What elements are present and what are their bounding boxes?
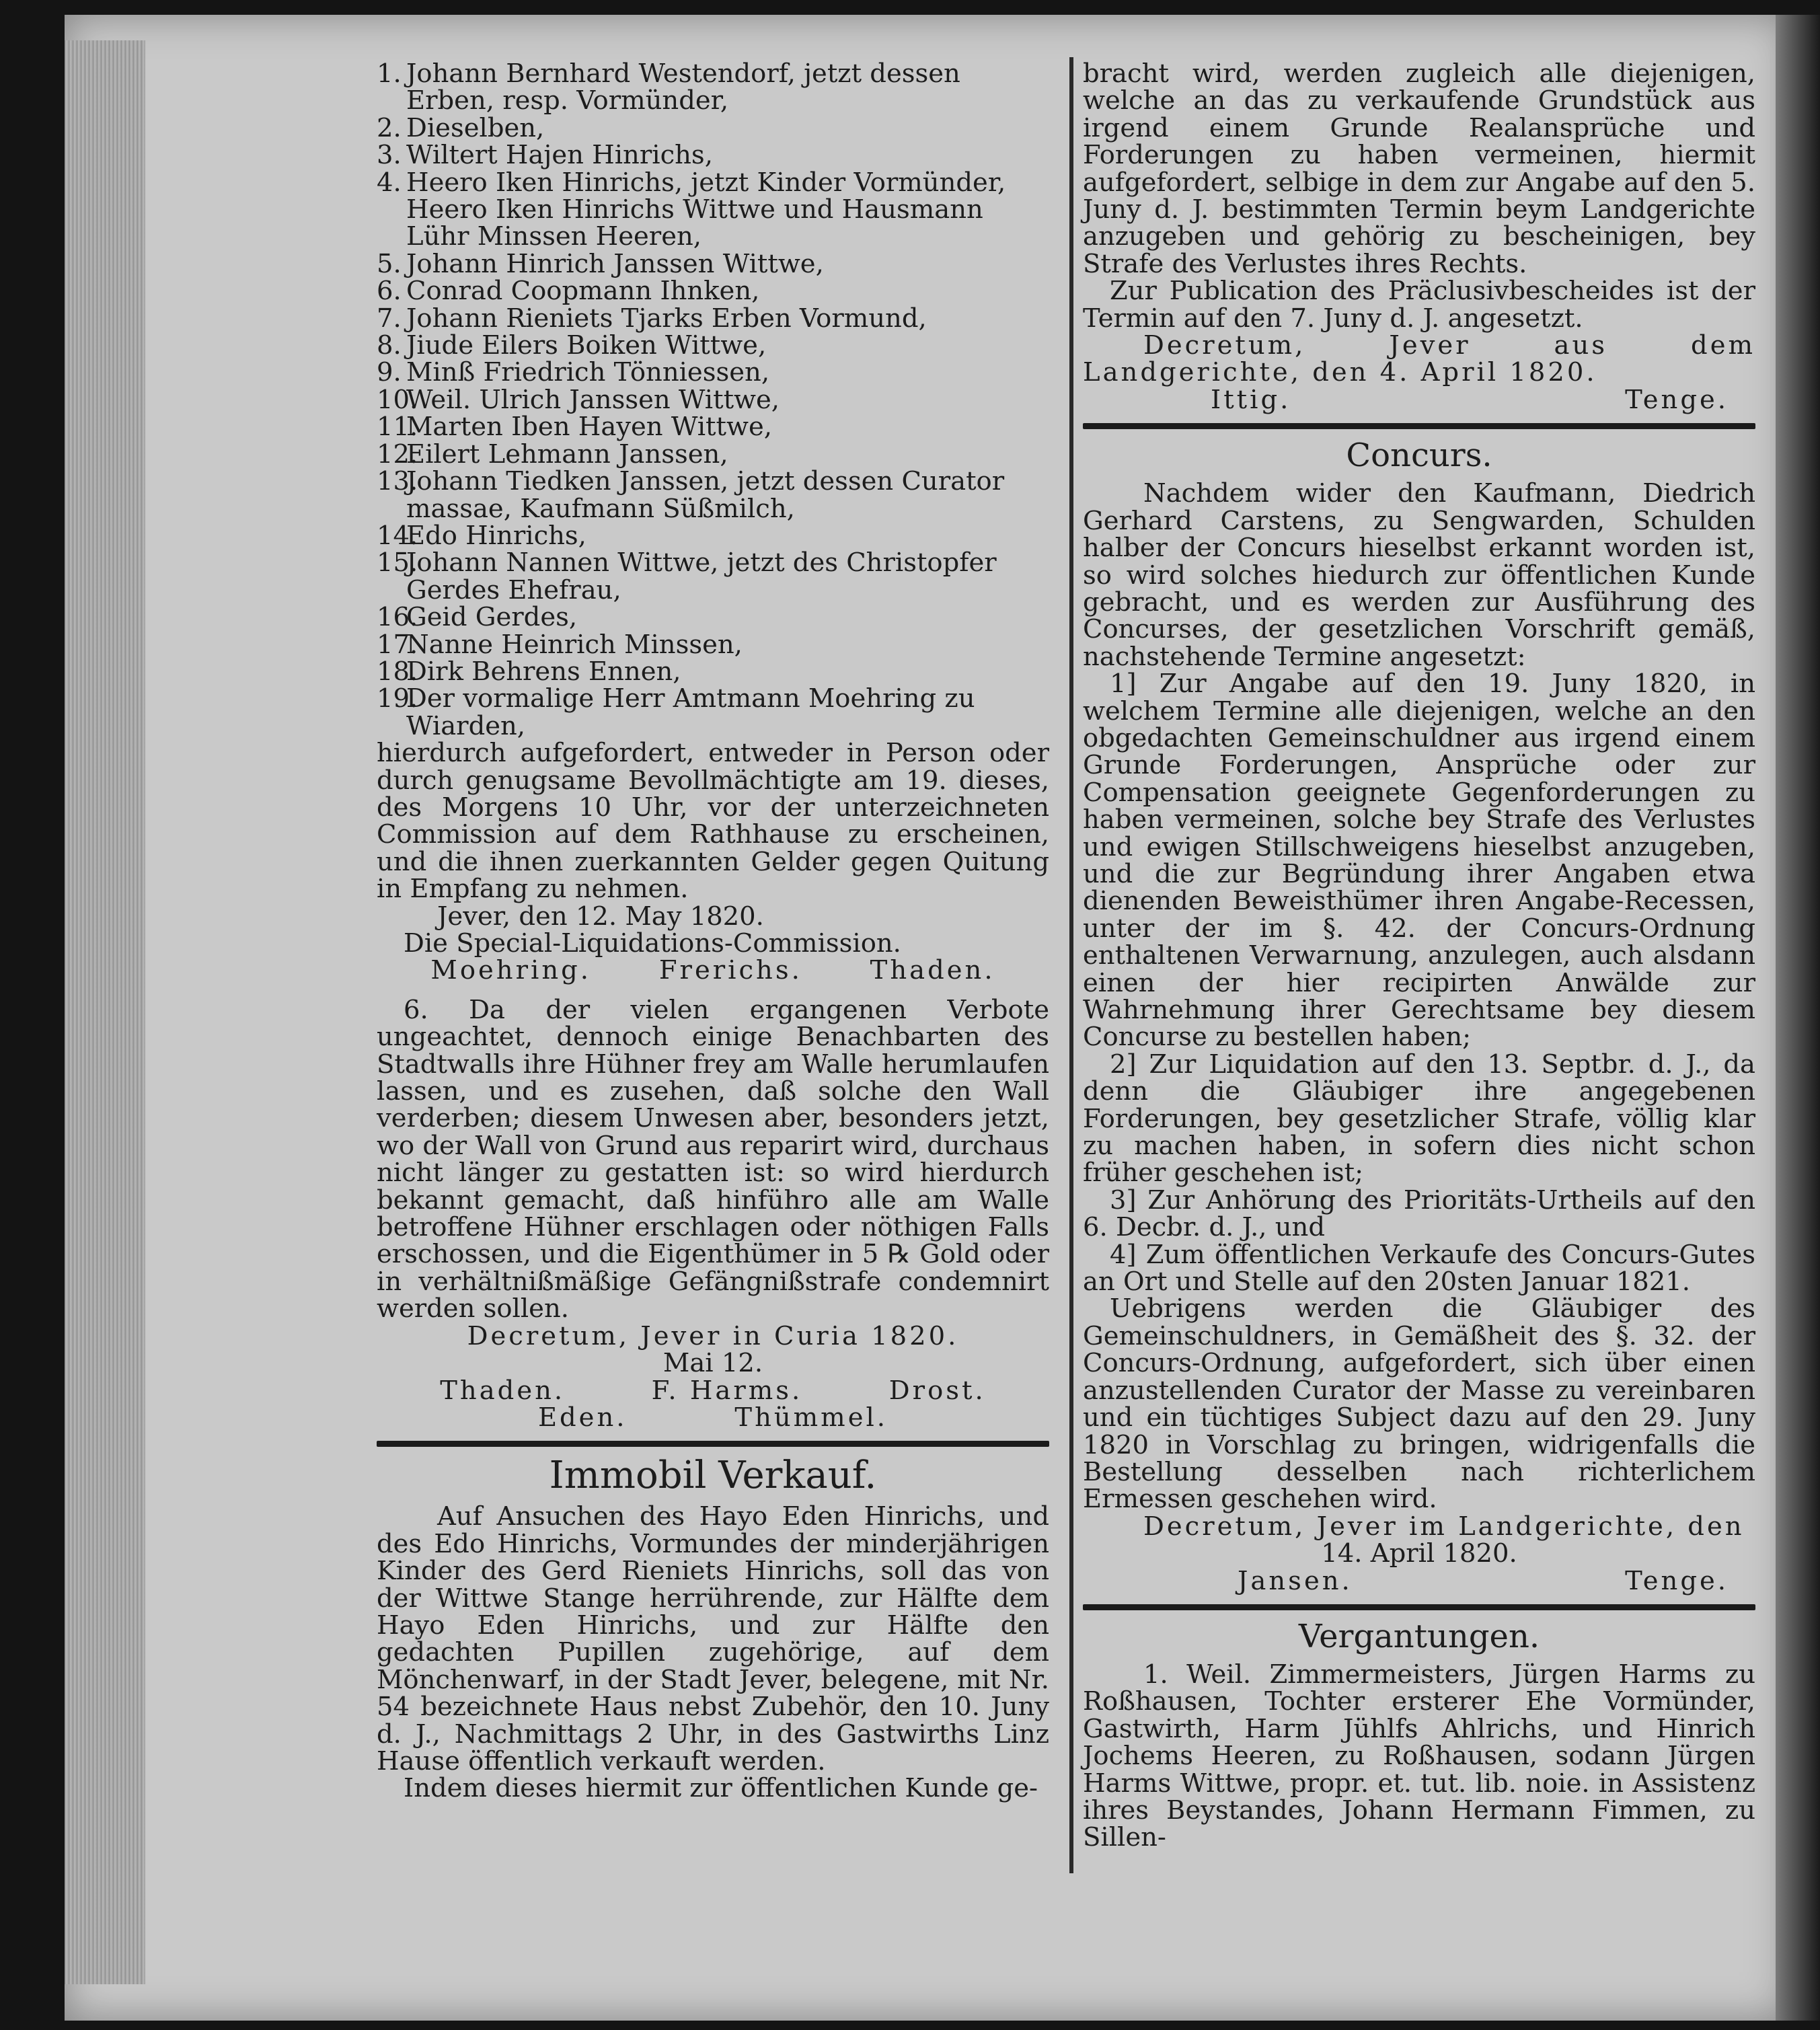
list-item: 8. Jiude Eilers Boiken Wittwe, [377, 330, 767, 361]
list-item: 14.Edo Hinrichs, [377, 520, 586, 551]
list-item: 17.Nanne Heinrich Minssen, [377, 629, 743, 660]
sale-decree: Decretum, Jever aus dem Landgerichte, den 4. April 1820. [1083, 330, 1755, 388]
signature: Frerichs. [658, 955, 802, 986]
signature: F. Harms. [651, 1375, 803, 1406]
concurs-term: 3] Zur Anhörung des Prioritäts-Urtheils auf den 6. Decbr. d. J., und [1083, 1185, 1755, 1243]
list-item: 1. Johann Bernhard Westendorf, jetzt dessen Erben, resp. Vormünder, [377, 59, 960, 116]
sale-continuation-text: bracht wird, werden zugleich alle diejenigen, welche an das zu verkaufende Grundstück aus irgend einem Grunde Realansprüche und Forderungen zu haben vermeinen, hiermit aufgefordert, selbige in dem zur Angabe auf den 5. Juny d. J. bestimmten Termin beym Landgerichte anzugeben und gehörig zu bescheinigen, bey Strafe des Verlustes ihres Rechts. [1083, 59, 1755, 279]
sale-signatures [1083, 384, 1755, 415]
column-divider [1069, 57, 1073, 1873]
section-rule [1083, 1604, 1755, 1610]
list-item: 18.Dirk Behrens Ennen, [377, 656, 681, 687]
signature: Tenge. [1625, 384, 1729, 415]
notice-6-signatures-row1 [377, 1375, 1049, 1406]
publication-term: Zur Publication des Präclusivbescheides ist der Termin auf den 7. Juny d. J. angesetzt. [1083, 276, 1755, 334]
signature: Thümmel. [734, 1402, 888, 1433]
commission-title: Die Special-Liquidations-Commission. [404, 928, 901, 958]
list-item: 19.Der vormalige Herr Amtmann Moehring zu Wiarden, [377, 683, 975, 741]
immobil-heading: Immobil Verkauf. [549, 1454, 877, 1498]
list-item: 16.Geid Gerdes, [377, 602, 578, 633]
signature: Moehring. [430, 955, 591, 986]
page-gutter-shadow [1776, 15, 1820, 2021]
summons-date: Jever, den 12. May 1820. [437, 901, 764, 932]
concurs-signatures [1083, 1565, 1755, 1596]
concurs-text: Uebrigens werden die Gläubiger des Gemeinschuldners, in Gemäßheit des §. 32. der Concurs-Ordnung, aufgefordert, sich über einen anzustellenden Curator der Masse zu vereinbaren und ein tüchtiges Subject dazu auf den 29. Juny 1820 in Vorschlag zu bringen, widrigenfalls die Bestellung desselben nach richterlichem Ermessen geschehen wird. [1083, 1293, 1755, 1515]
summons-text: hierdurch aufgefordert, entweder in Person oder durch genugsame Bevollmächtigte am 19. dieses, des Morgens 10 Uhr, vor der unterzeichneten Commission auf dem Rathhause zu erscheinen, und die ihnen zuerkannten Gelder gegen Quitung in Empfang zu nehmen. [377, 738, 1049, 905]
page-stack-edge [65, 40, 145, 1984]
section-rule [1083, 423, 1755, 429]
list-item: 12.Eilert Lehmann Janssen, [377, 439, 728, 469]
list-item: 11.Marten Iben Hayen Wittwe, [377, 412, 772, 443]
concurs-decree-date: 14. April 1820. [1321, 1538, 1517, 1569]
concurs-term: 4] Zum öffentlichen Verkaufe des Concurs-Gutes an Ort und Stelle auf den 20sten Januar 1821. [1083, 1239, 1755, 1298]
immobil-text-continued: Indem dieses hiermit zur öffentlichen Kunde ge- [404, 1773, 1038, 1804]
signature: Ittig. [1211, 384, 1291, 415]
commission-signatures [377, 957, 1049, 984]
signature: Drost. [888, 1375, 986, 1406]
signature: Thaden. [870, 955, 995, 986]
list-item: 3. Wiltert Hajen Hinrichs, [377, 140, 713, 171]
concurs-decree: Decretum, Jever im Landgerichte, den [1143, 1511, 1745, 1542]
left-column [377, 61, 1049, 1803]
right-column [1083, 61, 1755, 1852]
concurs-intro: Nachdem wider den Kaufmann, Diedrich Gerhard Carstens, zu Sengwarden, Schulden halber der Concurs hieselbst erkannt worden ist, so wird solches hiedurch zur öffentlichen Kunde gebracht, und es werden zur Ausführung des Concurses, der gesetzlichen Vorschrift gemäß, nachstehende Termine angesetzt: [1083, 478, 1755, 672]
immobil-text: Auf Ansuchen des Hayo Eden Hinrichs, und des Edo Hinrichs, Vormundes der minderjährigen Kinder des Gerd Rieniets Hinrichs, soll das von der Wittwe Stange herrührende, zur Hälfte dem Hayo Eden Hinrichs, und zur Hälfte den gedachten Pupillen zugehörige, auf dem Mönchenwarf, in der Stadt Jever, belegene, mit Nr. 54 bezeichnete Haus nebst Zubehör, den 10. Juny d. J., Nachmittags 2 Uhr, in des Gastwirths Linz Hause öffentlich verkauft werden. [377, 1501, 1049, 1776]
list-item: 7. Johann Rieniets Tjarks Erben Vormund, [377, 303, 927, 334]
vergantungen-heading: Vergantungen. [1298, 1617, 1540, 1655]
list-item: 6. Conrad Coopmann Ihnken, [377, 276, 760, 307]
notice-6-signatures-row2 [377, 1404, 1049, 1431]
concurs-term: 1] Zur Angabe auf den 19. Juny 1820, in welchem Termine alle diejenigen, welche an den obgedachten Gemeinschuldner aus irgend einem Grunde Forderungen, Ansprüche oder zur Compensation geeignete Gegenforderungen zu haben vermeinen, solche bey Strafe des Verlustes und ewigen Stillschweigens hieselbst anzugeben, und die zur Begründung ihrer Angaben etwa dienenden Beweisthümer ihren Angabe-Recessen, unter der im §. 42. der Concurs-Ordnung enthaltenen Verwarnung, anzulegen, auch alsdann einen der hier recipirten Anwälde zur Wahrnehmung ihrer Gerechtsame bey diesem Concurse zu bestellen haben; [1083, 669, 1755, 1053]
list-item: 10.Weil. Ulrich Janssen Wittwe, [377, 384, 780, 415]
signature: Tenge. [1625, 1565, 1729, 1596]
list-item: 4. Heero Iken Hinrichs, jetzt Kinder Vormünder, Heero Iken Hinrichs Wittwe und Hausmann Lühr Minssen Heeren, [377, 167, 1006, 252]
vergantungen-text: 1. Weil. Zimmermeisters, Jürgen Harms zu Roßhausen, Tochter ersterer Ehe Vormünder, Gastwirth, Harm Jühlfs Ahlrichs, und Hinrich Jochems Heeren, zu Roßhausen, sodann Jürgen Harms Wittwe, propr. et. tut. lib. noie. in Assistenz ihres Beystandes, Johann Hermann Fimmen, zu Sillen- [1083, 1659, 1755, 1853]
list-item: 15.Johann Nannen Wittwe, jetzt des Christopfer Gerdes Ehefrau, [377, 548, 997, 605]
list-item: 9. Minß Friedrich Tönniessen, [377, 357, 770, 388]
concurs-term: 2] Zur Liquidation auf den 13. Septbr. d. J., da denn die Gläubiger ihre angegebenen Forderungen, bey gesetzlicher Strafe, völlig klar zu machen haben, in sofern dies nicht schon früher geschehen ist; [1083, 1049, 1755, 1189]
concurs-heading: Concurs. [1346, 437, 1492, 475]
signature: Eden. [537, 1402, 628, 1433]
notice-6-text: 6. Da der vielen ergangenen Verbote ungeachtet, dennoch einige Benachbarten des Stadtwalls ihre Hühner frey am Walle herumlaufen lassen, und es zusehen, daß solche den Wall verderben; diesem Unwesen aber, besonders jetzt, wo der Wall von Grund aus reparirt wird, durchaus nicht länger zu gestatten ist: so wird hierdurch bekannt gemacht, daß hinführo alle am Walle betroffene Hühner erschlagen oder nöthigen Falls erschossen, und die Eigenthümer in 5 ℞ Gold oder in verhältnißmäßige Gefängnißstrafe condemnirt werden sollen. [377, 994, 1049, 1324]
signature: Jansen. [1238, 1565, 1353, 1596]
creditor-list [377, 61, 1049, 740]
list-item: 5. Johann Hinrich Janssen Wittwe, [377, 248, 824, 279]
signature: Thaden. [440, 1375, 566, 1406]
list-item: 2. Dieselben, [377, 112, 545, 143]
list-item: 13.Johann Tiedken Janssen, jetzt dessen Curator massae, Kaufmann Süßmilch, [377, 466, 1005, 524]
section-rule [377, 1441, 1049, 1447]
notice-6-decree: Decretum, Jever in Curia 1820. [467, 1320, 959, 1351]
notice-6-decree-date: Mai 12. [662, 1348, 763, 1379]
